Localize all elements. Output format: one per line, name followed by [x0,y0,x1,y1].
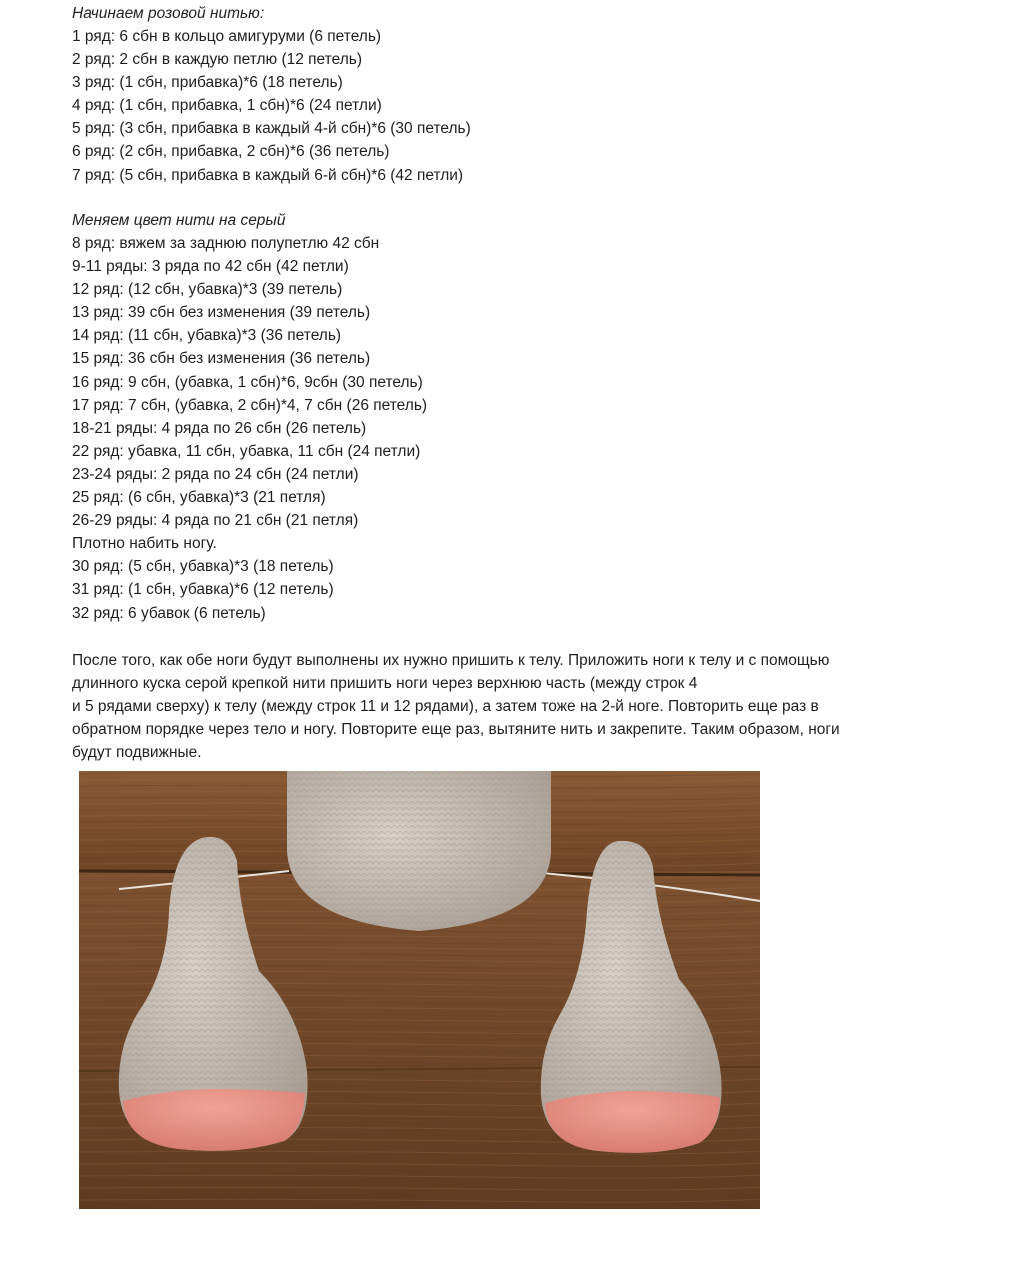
pattern-row: 18-21 ряды: 4 ряда по 26 сбн (26 петель) [72,419,367,437]
pattern-row: 5 ряд: (3 сбн, прибавка в каждый 4-й сбн)*6 (30 петель) [72,120,471,138]
instruction-line: обратном порядке через тело и ногу. Повторите еще раз, вытяните нить и закрепите. Таким образом, ноги [72,721,840,738]
grey-yarn-section [72,209,427,625]
pattern-row: 1 ряд: 6 сбн в кольцо амигуруми (6 петель) [72,28,382,45]
crochet-legs-photo [79,771,760,1209]
instruction-line: После того, как обе ноги будут выполнены их нужно пришить к телу. Приложить ноги к телу и с помощью [72,652,830,669]
pattern-row: 12 ряд: (12 сбн, убавка)*3 (39 петель) [72,281,343,299]
pink-toe [123,1089,305,1151]
pattern-row: 8 ряд: вяжем за заднюю полупетлю 42 сбн [72,235,380,252]
pattern-row: 7 ряд: (5 сбн, прибавка в каждый 6-й сбн)*6 (42 петли) [72,166,464,184]
instruction-line: и 5 рядами сверху) к телу (между строк 11 и 12 рядами), а затем тоже на 2-й ноге. Повторить еще раз в [72,698,819,715]
pattern-row: 32 ряд: 6 убавок (6 петель) [72,604,266,622]
pink-toe [545,1091,720,1153]
pattern-row: 26-29 ряды: 4 ряда по 21 сбн (21 петля) [72,512,359,530]
pattern-row: 3 ряд: (1 сбн, прибавка)*6 (18 петель) [72,74,343,92]
section-heading-pink: Начинаем розовой нитью: [72,5,265,22]
photo-illustration [79,771,760,1209]
pattern-note: Плотно набить ногу. [72,535,217,553]
pattern-row: 22 ряд: убавка, 11 сбн, убавка, 11 сбн (24 петли) [72,442,421,460]
pattern-row: 14 ряд: (11 сбн, убавка)*3 (36 петель) [72,327,342,345]
pattern-row: 17 ряд: 7 сбн, (убавка, 2 сбн)*4, 7 сбн (26 петель) [72,396,428,414]
section-heading-grey: Меняем цвет нити на серый [72,212,286,229]
pattern-row: 4 ряд: (1 сбн, прибавка, 1 сбн)*6 (24 петли) [72,97,382,115]
pattern-row: 13 ряд: 39 сбн без изменения (39 петель) [72,304,371,322]
pattern-row: 30 ряд: (5 сбн, убавка)*3 (18 петель) [72,558,334,576]
pattern-row: 23-24 ряды: 2 ряда по 24 сбн (24 петли) [72,465,359,483]
pattern-row: 6 ряд: (2 сбн, прибавка, 2 сбн)*6 (36 петель) [72,143,390,161]
pattern-row: 15 ряд: 36 сбн без изменения (36 петель) [72,350,371,368]
pattern-row: 9-11 ряды: 3 ряда по 42 сбн (42 петли) [72,258,349,276]
assembly-instructions [72,649,947,764]
crochet-body [287,771,551,931]
pattern-row: 31 ряд: (1 сбн, убавка)*6 (12 петель) [72,581,334,599]
pattern-row: 2 ряд: 2 сбн в каждую петлю (12 петель) [72,51,362,69]
pattern-row: 16 ряд: 9 сбн, (убавка, 1 сбн)*6, 9сбн (30 петель) [72,373,423,391]
instruction-line: длинного куска серой крепкой нити пришить ноги через верхнюю часть (между строк 4 [72,675,698,692]
pink-yarn-section [72,2,471,187]
instruction-line: будут подвижные. [72,744,202,761]
pattern-row: 25 ряд: (6 сбн, убавка)*3 (21 петля) [72,489,326,507]
